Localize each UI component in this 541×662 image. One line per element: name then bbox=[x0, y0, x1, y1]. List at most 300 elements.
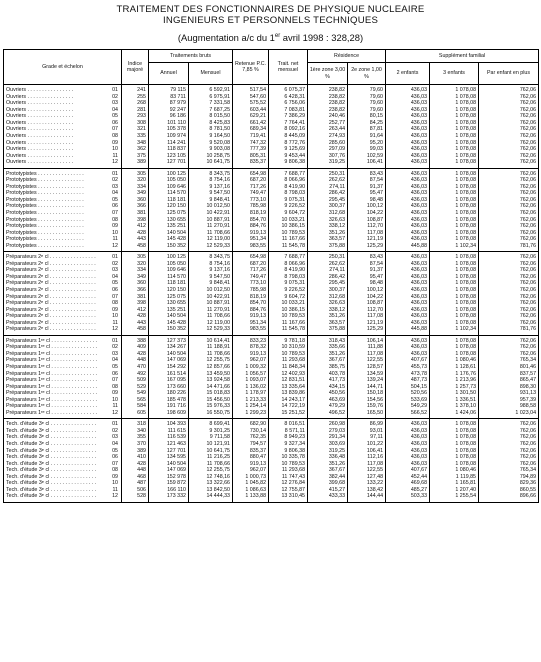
cell-trait-net: 10 789,53 bbox=[269, 313, 308, 320]
cell-retenue: 951,34 bbox=[233, 236, 269, 243]
header-retenue: Retenue P.C. 7,85 % bbox=[233, 50, 269, 85]
grade-name: Préparateurs 1re cl . . . . . . . . . . . . . . . . bbox=[6, 350, 97, 357]
cell-indice: 412 bbox=[122, 307, 149, 314]
grade-cell bbox=[4, 243, 122, 252]
cell-zone2: 134,59 bbox=[348, 371, 386, 378]
header-zone2: 2e zone 1,00 % bbox=[348, 63, 386, 85]
cell-mensuel: 8 343,75 bbox=[189, 168, 233, 177]
cell-annuel: 125 075 bbox=[149, 210, 189, 217]
cell-zone1: 496,52 bbox=[308, 410, 348, 419]
cell-zone2: 121,19 bbox=[348, 320, 386, 327]
grade-name: Tech. d'étude 3e cl . . . . . . . . . . . . . . . . bbox=[6, 493, 97, 500]
cell-mensuel: 9 137,16 bbox=[189, 267, 233, 274]
cell-enfants-3: 1 078,08 bbox=[430, 140, 479, 147]
cell-retenue: 773,10 bbox=[233, 197, 269, 204]
salary-table bbox=[3, 49, 539, 503]
grade-name: Tech. d'étude 3e cl . . . . . . . . . . . . . . . . bbox=[6, 447, 97, 454]
cell-trait-net: 13 839,86 bbox=[269, 390, 308, 397]
header-3-enfants: 3 enfants bbox=[430, 63, 479, 85]
cell-annuel: 100 125 bbox=[149, 168, 189, 177]
cell-zone2: 79,60 bbox=[348, 107, 386, 114]
cell-enfants-2: 436,03 bbox=[386, 230, 430, 237]
cell-zone2: 159,76 bbox=[348, 403, 386, 410]
cell-zone1: 297,09 bbox=[308, 146, 348, 153]
cell-annuel: 111 615 bbox=[149, 428, 189, 435]
cell-retenue: 880,47 bbox=[233, 454, 269, 461]
cell-enfants-3: 1 078,08 bbox=[430, 197, 479, 204]
grade-cell bbox=[4, 85, 122, 94]
cell-annuel: 123 105 bbox=[149, 153, 189, 160]
cell-zone1: 238,82 bbox=[308, 107, 348, 114]
table-row bbox=[4, 252, 539, 261]
grade-name: Préparateurs 1re cl . . . . . . . . . . . . . . . . bbox=[6, 364, 97, 370]
grade-name: Ouvriers . . . . . . . . . . . . . . . . bbox=[6, 87, 74, 94]
grade-name: Préparateurs 1re cl . . . . . . . . . . . . . . . . bbox=[6, 370, 97, 377]
grade-cell bbox=[4, 326, 122, 335]
echelon: 02 bbox=[112, 260, 118, 267]
cell-annuel: 145 428 bbox=[149, 320, 189, 327]
cell-zone2: 144,44 bbox=[348, 493, 386, 502]
cell-trait-net: 11 293,68 bbox=[269, 357, 308, 364]
header-par-enfant: Par enfant en plus bbox=[479, 63, 539, 85]
cell-par-enfant: 762,06 bbox=[479, 210, 539, 217]
cell-enfants-2: 436,03 bbox=[386, 448, 430, 455]
cell-mensuel: 11 708,66 bbox=[189, 351, 233, 358]
cell-trait-net: 10 033,21 bbox=[269, 217, 308, 224]
echelon: 08 bbox=[112, 383, 118, 390]
cell-zone1: 319,25 bbox=[308, 159, 348, 168]
cell-trait-net: 9 075,31 bbox=[269, 280, 308, 287]
echelon: 07 bbox=[112, 126, 118, 133]
cell-mensuel: 10 422,91 bbox=[189, 294, 233, 301]
cell-enfants-2: 549,29 bbox=[386, 403, 430, 410]
cell-enfants-3: 1 078,08 bbox=[430, 120, 479, 127]
cell-par-enfant: 837,57 bbox=[479, 371, 539, 378]
echelon: 03 bbox=[112, 100, 118, 107]
cell-zone1: 274,11 bbox=[308, 184, 348, 191]
cell-trait-net: 10 789,53 bbox=[269, 461, 308, 468]
cell-mensuel: 7 331,58 bbox=[189, 100, 233, 107]
cell-annuel: 114 241 bbox=[149, 140, 189, 147]
cell-enfants-2: 436,03 bbox=[386, 113, 430, 120]
cell-enfants-2: 436,03 bbox=[386, 146, 430, 153]
grade-cell bbox=[4, 419, 122, 428]
echelon: 01 bbox=[112, 254, 118, 261]
cell-zone1: 319,25 bbox=[308, 448, 348, 455]
document-title bbox=[0, 4, 541, 43]
cell-zone2: 121,19 bbox=[348, 236, 386, 243]
echelon: 05 bbox=[112, 364, 118, 370]
cell-retenue: 1 056,57 bbox=[233, 371, 269, 378]
cell-par-enfant: 762,06 bbox=[479, 120, 539, 127]
grade-name: Préparateurs 1re cl . . . . . . . . . . . . . . . . bbox=[6, 409, 97, 416]
cell-indice: 410 bbox=[122, 454, 149, 461]
grade-name: Préparateurs 2e cl . . . . . . . . . . . . . . . . bbox=[6, 326, 96, 333]
cell-zone1: 450,56 bbox=[308, 390, 348, 397]
cell-mensuel: 11 188,91 bbox=[189, 344, 233, 351]
grade-cell bbox=[4, 410, 122, 419]
cell-par-enfant: 762,06 bbox=[479, 454, 539, 461]
cell-mensuel: 16 550,75 bbox=[189, 410, 233, 419]
title-line-3: (Augmentation a/c du 1er avril 1998 : 328,28) bbox=[177, 32, 364, 44]
cell-indice: 349 bbox=[122, 274, 149, 281]
header-traitements: Traitements bruts bbox=[149, 50, 233, 63]
cell-enfants-3: 1 078,08 bbox=[430, 168, 479, 177]
cell-enfants-3: 1 078,08 bbox=[430, 294, 479, 301]
cell-annuel: 130 655 bbox=[149, 217, 189, 224]
cell-enfants-3: 1 078,08 bbox=[430, 184, 479, 191]
cell-enfants-2: 436,03 bbox=[386, 307, 430, 314]
cell-enfants-2: 436,03 bbox=[386, 441, 430, 448]
cell-indice: 398 bbox=[122, 300, 149, 307]
cell-indice: 506 bbox=[122, 487, 149, 494]
cell-zone1: 336,48 bbox=[308, 454, 348, 461]
cell-enfants-3: 1 078,08 bbox=[430, 94, 479, 101]
cell-par-enfant: 898,30 bbox=[479, 384, 539, 391]
cell-trait-net: 7 764,41 bbox=[269, 120, 308, 127]
table-row bbox=[4, 410, 539, 419]
cell-enfants-2: 436,03 bbox=[386, 454, 430, 461]
cell-par-enfant: 860,55 bbox=[479, 487, 539, 494]
cell-enfants-2: 436,03 bbox=[386, 280, 430, 287]
cell-mensuel: 9 301,25 bbox=[189, 428, 233, 435]
cell-mensuel: 8 343,75 bbox=[189, 252, 233, 261]
cell-retenue: 1 213,33 bbox=[233, 397, 269, 404]
echelon: 03 bbox=[112, 434, 118, 441]
cell-annuel: 180 226 bbox=[149, 390, 189, 397]
echelon: 09 bbox=[112, 390, 118, 397]
cell-trait-net: 9 075,31 bbox=[269, 197, 308, 204]
cell-zone1: 351,26 bbox=[308, 461, 348, 468]
cell-annuel: 96 186 bbox=[149, 113, 189, 120]
cell-par-enfant: 762,06 bbox=[479, 140, 539, 147]
echelon: 09 bbox=[112, 473, 118, 480]
cell-annuel: 145 428 bbox=[149, 236, 189, 243]
cell-retenue: 717,26 bbox=[233, 267, 269, 274]
grade-name: Ouvriers . . . . . . . . . . . . . . . . bbox=[6, 100, 74, 107]
cell-enfants-3: 1 207,40 bbox=[430, 487, 479, 494]
cell-mensuel: 10 887,91 bbox=[189, 300, 233, 307]
cell-enfants-2: 436,03 bbox=[386, 133, 430, 140]
cell-enfants-2: 520,56 bbox=[386, 390, 430, 397]
cell-trait-net: 10 789,53 bbox=[269, 230, 308, 237]
cell-retenue: 1 178,97 bbox=[233, 390, 269, 397]
cell-enfants-2: 436,03 bbox=[386, 85, 430, 94]
cell-zone1: 295,45 bbox=[308, 280, 348, 287]
cell-zone2: 84,25 bbox=[348, 120, 386, 127]
cell-enfants-2: 436,03 bbox=[386, 107, 430, 114]
cell-indice: 308 bbox=[122, 120, 149, 127]
cell-retenue: 854,70 bbox=[233, 300, 269, 307]
cell-enfants-3: 1 078,08 bbox=[430, 113, 479, 120]
echelon: 04 bbox=[112, 273, 118, 280]
cell-enfants-2: 503,33 bbox=[386, 493, 430, 502]
grade-name: Préparateurs 2e cl . . . . . . . . . . . . . . . . bbox=[6, 306, 96, 313]
cell-enfants-2: 436,03 bbox=[386, 274, 430, 281]
grade-group bbox=[4, 335, 539, 419]
cell-mensuel: 9 547,50 bbox=[189, 274, 233, 281]
cell-enfants-2: 436,03 bbox=[386, 419, 430, 428]
cell-indice: 398 bbox=[122, 217, 149, 224]
echelon: 07 bbox=[112, 460, 118, 467]
cell-retenue: 794,57 bbox=[233, 441, 269, 448]
cell-enfants-2: 566,52 bbox=[386, 410, 430, 419]
table-row bbox=[4, 168, 539, 177]
cell-zone2: 83,43 bbox=[348, 252, 386, 261]
echelon: 11 bbox=[112, 319, 118, 326]
cell-par-enfant: 762,06 bbox=[479, 159, 539, 168]
cell-zone1: 300,37 bbox=[308, 203, 348, 210]
cell-enfants-2: 436,03 bbox=[386, 94, 430, 101]
echelon: 10 bbox=[112, 480, 118, 487]
cell-annuel: 134 595 bbox=[149, 454, 189, 461]
cell-retenue: 654,98 bbox=[233, 168, 269, 177]
cell-trait-net: 12 402,93 bbox=[269, 371, 308, 378]
cell-zone2: 112,16 bbox=[348, 454, 386, 461]
cell-mensuel: 9 164,50 bbox=[189, 133, 233, 140]
cell-indice: 305 bbox=[122, 252, 149, 261]
cell-retenue: 1 093,07 bbox=[233, 377, 269, 384]
cell-trait-net: 9 327,34 bbox=[269, 441, 308, 448]
cell-indice: 360 bbox=[122, 280, 149, 287]
grade-name: Préparateurs 2e cl . . . . . . . . . . . . . . . . bbox=[6, 286, 96, 293]
cell-enfants-2: 436,03 bbox=[386, 320, 430, 327]
grade-name: Préparateurs 1re cl . . . . . . . . . . . . . . . . bbox=[6, 403, 97, 410]
cell-mensuel: 9 903,08 bbox=[189, 146, 233, 153]
cell-enfants-2: 436,03 bbox=[386, 184, 430, 191]
cell-enfants-2: 469,68 bbox=[386, 480, 430, 487]
cell-trait-net: 11 167,66 bbox=[269, 236, 308, 243]
cell-par-enfant: 762,06 bbox=[479, 300, 539, 307]
cell-indice: 605 bbox=[122, 410, 149, 419]
cell-annuel: 135 251 bbox=[149, 307, 189, 314]
cell-zone1: 375,88 bbox=[308, 243, 348, 252]
cell-enfants-3: 1 078,08 bbox=[430, 448, 479, 455]
cell-mensuel: 8 754,16 bbox=[189, 177, 233, 184]
cell-retenue: 730,14 bbox=[233, 428, 269, 435]
cell-annuel: 127 701 bbox=[149, 159, 189, 168]
grade-name: Ouvriers . . . . . . . . . . . . . . . . bbox=[6, 93, 74, 100]
cell-mensuel: 10 422,91 bbox=[189, 210, 233, 217]
cell-trait-net: 8 016,51 bbox=[269, 419, 308, 428]
echelon: 11 bbox=[112, 236, 118, 243]
cell-par-enfant: 762,06 bbox=[479, 287, 539, 294]
grade-name: Prototypistes . . . . . . . . . . . . . . . . bbox=[6, 170, 84, 177]
cell-enfants-3: 1 378,10 bbox=[430, 403, 479, 410]
echelon: 12 bbox=[112, 493, 118, 500]
cell-zone2: 101,22 bbox=[348, 441, 386, 448]
cell-enfants-2: 436,03 bbox=[386, 300, 430, 307]
echelon: 04 bbox=[112, 357, 118, 364]
cell-indice: 348 bbox=[122, 140, 149, 147]
cell-mensuel: 10 887,91 bbox=[189, 217, 233, 224]
cell-par-enfant: 762,06 bbox=[479, 236, 539, 243]
grade-name: Préparateurs 2e cl . . . . . . . . . . . . . . . . bbox=[6, 319, 96, 326]
cell-zone2: 104,22 bbox=[348, 294, 386, 301]
cell-annuel: 105 378 bbox=[149, 126, 189, 133]
cell-enfants-2: 436,03 bbox=[386, 210, 430, 217]
cell-zone2: 106,41 bbox=[348, 159, 386, 168]
cell-mensuel: 8 699,41 bbox=[189, 419, 233, 428]
cell-trait-net: 10 335,78 bbox=[269, 454, 308, 461]
cell-trait-net: 9 604,72 bbox=[269, 210, 308, 217]
header-trait-net: Trait. net mensuel bbox=[269, 50, 308, 85]
cell-annuel: 100 125 bbox=[149, 252, 189, 261]
cell-par-enfant: 762,06 bbox=[479, 133, 539, 140]
cell-enfants-3: 1 078,08 bbox=[430, 280, 479, 287]
cell-trait-net: 11 293,68 bbox=[269, 467, 308, 474]
cell-indice: 448 bbox=[122, 467, 149, 474]
grade-name: Préparateurs 2e cl . . . . . . . . . . . . . . . . bbox=[6, 300, 96, 307]
cell-indice: 529 bbox=[122, 384, 149, 391]
cell-enfants-3: 1 078,08 bbox=[430, 133, 479, 140]
cell-zone2: 79,60 bbox=[348, 94, 386, 101]
cell-enfants-3: 1 078,08 bbox=[430, 252, 479, 261]
cell-trait-net: 10 310,59 bbox=[269, 344, 308, 351]
cell-retenue: 629,21 bbox=[233, 113, 269, 120]
cell-trait-net: 13 335,64 bbox=[269, 384, 308, 391]
cell-annuel: 120 150 bbox=[149, 287, 189, 294]
echelon: 10 bbox=[112, 313, 118, 320]
cell-annuel: 118 181 bbox=[149, 280, 189, 287]
cell-indice: 362 bbox=[122, 146, 149, 153]
cell-trait-net: 9 226,52 bbox=[269, 203, 308, 210]
cell-zone1: 286,42 bbox=[308, 190, 348, 197]
cell-mensuel: 12 529,33 bbox=[189, 326, 233, 335]
cell-indice: 412 bbox=[122, 223, 149, 230]
cell-annuel: 140 504 bbox=[149, 313, 189, 320]
cell-zone2: 122,55 bbox=[348, 357, 386, 364]
cell-enfants-3: 1 078,08 bbox=[430, 107, 479, 114]
cell-par-enfant: 762,06 bbox=[479, 203, 539, 210]
grade-name: Préparateurs 2e cl . . . . . . . . . . . . . . . . bbox=[6, 280, 96, 287]
echelon: 12 bbox=[112, 326, 118, 333]
cell-zone1: 335,66 bbox=[308, 344, 348, 351]
cell-mensuel: 9 547,50 bbox=[189, 190, 233, 197]
cell-par-enfant: 794,89 bbox=[479, 474, 539, 481]
cell-enfants-3: 1 078,08 bbox=[430, 300, 479, 307]
cell-par-enfant: 762,06 bbox=[479, 153, 539, 160]
cell-par-enfant: 762,06 bbox=[479, 419, 539, 428]
grade-name: Tech. d'étude 3e cl . . . . . . . . . . . . . . . . bbox=[6, 460, 97, 467]
cell-retenue: 884,76 bbox=[233, 307, 269, 314]
cell-indice: 366 bbox=[122, 203, 149, 210]
cell-enfants-3: 1 336,51 bbox=[430, 397, 479, 404]
cell-mensuel: 12 255,75 bbox=[189, 467, 233, 474]
cell-annuel: 185 478 bbox=[149, 397, 189, 404]
cell-enfants-3: 1 080,46 bbox=[430, 357, 479, 364]
cell-zone2: 80,15 bbox=[348, 113, 386, 120]
cell-trait-net: 8 798,03 bbox=[269, 274, 308, 281]
table-row bbox=[4, 419, 539, 428]
cell-enfants-3: 1 078,08 bbox=[430, 236, 479, 243]
cell-enfants-2: 436,03 bbox=[386, 261, 430, 268]
grade-name: Préparateurs 1re cl . . . . . . . . . . . . . . . . bbox=[6, 383, 97, 390]
cell-indice: 334 bbox=[122, 184, 149, 191]
cell-trait-net: 6 428,31 bbox=[269, 94, 308, 101]
cell-indice: 509 bbox=[122, 377, 149, 384]
cell-enfants-3: 1 078,08 bbox=[430, 434, 479, 441]
cell-par-enfant: 762,06 bbox=[479, 217, 539, 224]
cell-zone1: 363,57 bbox=[308, 320, 348, 327]
cell-enfants-2: 436,03 bbox=[386, 428, 430, 435]
echelon: 05 bbox=[112, 113, 118, 120]
grade-name: Ouvriers . . . . . . . . . . . . . . . . bbox=[6, 159, 74, 166]
cell-trait-net: 13 310,45 bbox=[269, 493, 308, 502]
echelon: 06 bbox=[112, 203, 118, 210]
cell-trait-net: 10 386,15 bbox=[269, 223, 308, 230]
header-indice: Indice majoré bbox=[122, 50, 149, 85]
cell-trait-net: 9 604,72 bbox=[269, 294, 308, 301]
cell-zone2: 97,11 bbox=[348, 434, 386, 441]
echelon: 12 bbox=[112, 159, 118, 166]
cell-annuel: 116 539 bbox=[149, 434, 189, 441]
cell-zone1: 326,63 bbox=[308, 217, 348, 224]
cell-indice: 293 bbox=[122, 113, 149, 120]
echelon: 06 bbox=[112, 119, 118, 126]
cell-retenue: 1 000,73 bbox=[233, 474, 269, 481]
cell-mensuel: 12 255,75 bbox=[189, 357, 233, 364]
cell-retenue: 833,23 bbox=[233, 335, 269, 344]
cell-enfants-3: 1 080,46 bbox=[430, 467, 479, 474]
cell-retenue: 962,07 bbox=[233, 467, 269, 474]
cell-zone2: 95,47 bbox=[348, 190, 386, 197]
cell-zone1: 479,29 bbox=[308, 403, 348, 410]
cell-zone1: 279,03 bbox=[308, 428, 348, 435]
cell-zone1: 274,93 bbox=[308, 133, 348, 140]
cell-annuel: 109 646 bbox=[149, 267, 189, 274]
cell-retenue: 777,39 bbox=[233, 146, 269, 153]
cell-enfants-3: 1 078,08 bbox=[430, 267, 479, 274]
grade-name: Tech. d'étude 3e cl . . . . . . . . . . . . . . . . bbox=[6, 473, 97, 480]
cell-mensuel: 11 708,66 bbox=[189, 313, 233, 320]
cell-annuel: 166 110 bbox=[149, 487, 189, 494]
cell-par-enfant: 762,06 bbox=[479, 177, 539, 184]
cell-enfants-3: 1 078,08 bbox=[430, 313, 479, 320]
cell-retenue: 785,98 bbox=[233, 203, 269, 210]
cell-mensuel: 8 781,50 bbox=[189, 126, 233, 133]
grade-name: Prototypistes . . . . . . . . . . . . . . . . bbox=[6, 203, 84, 210]
cell-indice: 335 bbox=[122, 133, 149, 140]
cell-zone1: 312,68 bbox=[308, 210, 348, 217]
cell-retenue: 517,54 bbox=[233, 85, 269, 94]
cell-par-enfant: 762,06 bbox=[479, 113, 539, 120]
cell-zone2: 91,37 bbox=[348, 184, 386, 191]
echelon: 01 bbox=[112, 421, 118, 428]
cell-zone1: 318,43 bbox=[308, 335, 348, 344]
cell-retenue: 884,76 bbox=[233, 223, 269, 230]
cell-retenue: 749,47 bbox=[233, 190, 269, 197]
cell-mensuel: 9 520,08 bbox=[189, 140, 233, 147]
cell-annuel: 121 463 bbox=[149, 441, 189, 448]
cell-annuel: 152 978 bbox=[149, 474, 189, 481]
cell-annuel: 120 150 bbox=[149, 203, 189, 210]
cell-trait-net: 11 747,43 bbox=[269, 474, 308, 481]
cell-indice: 366 bbox=[122, 287, 149, 294]
cell-zone1: 382,44 bbox=[308, 474, 348, 481]
cell-trait-net: 12 831,51 bbox=[269, 377, 308, 384]
cell-annuel: 167 095 bbox=[149, 377, 189, 384]
echelon: 02 bbox=[112, 344, 118, 351]
cell-enfants-2: 436,03 bbox=[386, 351, 430, 358]
cell-trait-net: 7 688,77 bbox=[269, 252, 308, 261]
header-grade: Grade et échelon bbox=[4, 50, 122, 85]
header-annuel: Annuel bbox=[149, 63, 189, 85]
cell-zone1: 238,82 bbox=[308, 100, 348, 107]
cell-par-enfant: 801,46 bbox=[479, 364, 539, 371]
cell-enfants-3: 1 078,08 bbox=[430, 428, 479, 435]
echelon: 10 bbox=[112, 396, 118, 403]
